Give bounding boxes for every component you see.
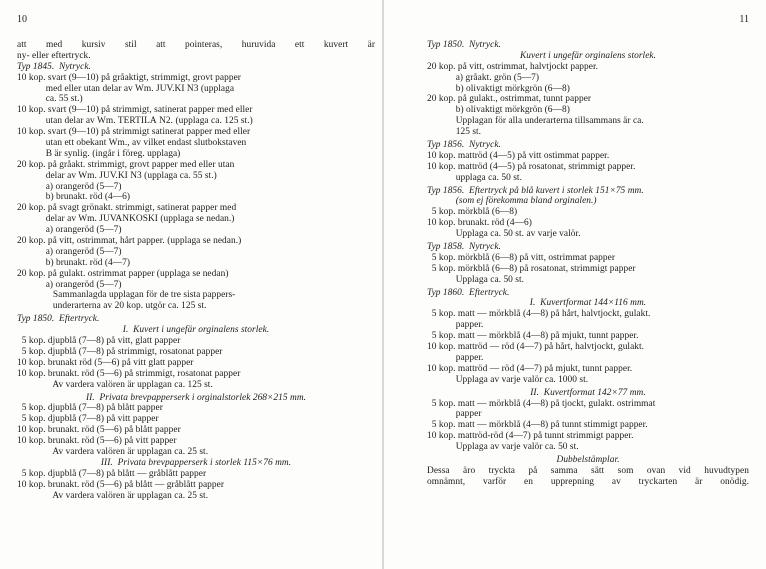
text-line: II. Kuvertformat 142×77 mm. — [530, 387, 646, 398]
text-line: 10 kop. mattröd — röd (4—7) på hårt, halvtjockt, gulakt. — [427, 342, 645, 353]
text-line: 5 kop. djupblå (7—8) på blått — gråblått papper — [17, 468, 207, 479]
text-line: 10 kop. mattröd (4—5) på rosatonat, strimmigt papper. — [427, 161, 636, 172]
text-line: 10 kop. svart (9—10) på strimmigt, satinerat papper med eller — [17, 105, 253, 116]
text-line: 10 kop. mattröd-röd (4—7) på tunnt strimmigt papper. — [427, 431, 634, 442]
text-line: Dubbelstämplar. — [556, 454, 620, 465]
text-line: Upplaga av varje valör ca. 50 st. — [427, 442, 579, 453]
text-line: Av vardera valören är upplagan ca. 25 st. — [17, 490, 209, 501]
text-line: Typ 1860. Eftertryck. — [427, 287, 510, 298]
text-line: 5 kop. djupblå (7—8) på strimmigt, rosatonat papper — [17, 346, 223, 357]
text-line: upplaga ca. 50 st. — [427, 172, 522, 183]
text-line: 10 kop. brunakt. röd (5—6) på vitt papper — [17, 436, 177, 447]
text-line: papper. — [427, 352, 484, 363]
page-number: 11 — [739, 14, 749, 25]
text-line: med eller utan delar av Wm. JUV.KI N3 (upplaga — [17, 83, 235, 94]
text-line: delar av Wm. JUV.KI N3 (upplaga ca. 55 st.) — [17, 170, 217, 181]
text-line: b) brunakt. röd (4—6) — [17, 192, 131, 203]
text-line: 20 kop. på gulakt., ostrimmat, tunnt papper — [427, 94, 592, 105]
text-line: 5 kop. djupblå (7—8) på blått papper — [17, 403, 163, 414]
text-line: Upplaga av varje valör ca. 1000 st. — [427, 374, 589, 385]
text-line: III. Privata brevpapperserk i storlek 115×76 mm. — [100, 457, 292, 468]
text-line: 10 kop. brunakt. röd (5—6) på blått papper — [17, 425, 181, 436]
text-line: a) orangeröd (5—7) — [17, 279, 122, 290]
text-line: Av vardera valören är upplagan ca. 25 st. — [17, 446, 209, 457]
text-line: 10 kop. brunakt. röd (5—6) på strimmigt, rosatonat papper — [17, 368, 241, 379]
text-line: I. Kuvert i ungefär orginalens storlek. — [122, 325, 270, 336]
text-line: Typ 1856. Eftertryck på blå kuvert i storlek 151×75 mm. — [427, 185, 644, 196]
text-line: 5 kop. matt — mörkblå (4—8) på hårt, halvtjockt, gulakt. — [427, 309, 651, 320]
text-line: papper. — [427, 320, 484, 331]
text-line: II. Privata brevpapperserk i orginalstorlek 268×215 mm. — [85, 392, 307, 403]
right-page — [383, 0, 766, 569]
text-line: utan ett obekant Wm., av vilket endast slutbokstaven — [17, 138, 247, 149]
text-line: papper — [427, 409, 482, 420]
text-line: Av vardera valören är upplagan ca. 125 st. — [17, 379, 213, 390]
left-page-text — [17, 40, 375, 501]
text-line: Upplaga ca. 50 st. — [427, 274, 525, 285]
text-line: I. Kuvertformat 144×116 mm. — [529, 298, 647, 309]
text-line: omnämnt, varför en upprepning av tryckarten är onödig. — [427, 476, 749, 487]
text-line: 20 kop. på vitt, ostrimmat, hårt papper. (upplaga se nedan.) — [17, 236, 242, 247]
text-line: 5 kop. mörkblå (6—8) på rosatonat, strimmigt papper — [427, 263, 636, 274]
text-line: Dessa äro tryckta på samma sätt som ovan vid huvudtypen — [427, 465, 749, 476]
text-line: (som ej förekomma bland orginalen.) — [427, 196, 597, 207]
text-line: a) gråakt. grön (5—7) — [427, 72, 540, 83]
text-line: ny- eller eftertryck. — [17, 50, 91, 61]
text-line: 10 kop. svart (9—10) på gråaktigt, strimmigt, grovt papper — [17, 72, 241, 83]
text-line: 5 kop. matt — mörkblå (4—8) på tunnt stimmigt papper. — [427, 420, 648, 431]
text-line: 20 kop. på vitt, ostrimmat, halvtjockt papper. — [427, 61, 599, 72]
text-line: underarterna av 20 kop. utgör ca. 125 st. — [17, 301, 207, 312]
text-line: Typ 1858. Nytryck. — [427, 242, 501, 253]
text-line: 10 kop. mattröd (4—5) på vitt ostimmat papper. — [427, 150, 610, 161]
text-line: utan delar av Wm. TERTILÄ N2. (upplaga ca. 125 st.) — [17, 116, 253, 127]
text-line: ca. 55 st.) — [17, 94, 83, 105]
text-line: Typ 1850. Nytryck. — [427, 40, 501, 50]
text-line: Upplagan för alla underarterna tillsammans är ca. — [427, 116, 644, 127]
text-line: 5 kop. djupblå (7—8) på vitt, glatt papper — [17, 336, 181, 347]
text-line: att med kursiv stil att pointeras, huruvida ett kuvert är — [17, 40, 375, 50]
text-line: Typ 1845. Nytryck. — [17, 61, 91, 72]
text-line: 5 kop. djupblå (7—8) på vitt papper — [17, 414, 159, 425]
text-line: 5 kop. matt — mörkblå (4—8) på mjukt, tunnt papper. — [427, 331, 639, 342]
right-page-text — [427, 40, 749, 488]
text-line: 5 kop. mörkblå (6—8) — [427, 207, 518, 218]
text-line: Sammanlagda upplagan för de tre sista pappers- — [17, 290, 236, 301]
text-line: 20 kop. på svagt grönakt. strimmigt, satinerat papper med — [17, 203, 237, 214]
text-line: Typ 1850. Eftertryck. — [17, 314, 100, 325]
text-line: 10 kop. brunakt. röd (4—6) — [427, 218, 532, 229]
text-line: 10 kop. mattröd — röd (4—7) på mjukt, tunnt papper. — [427, 363, 633, 374]
text-line: B är synlig. (ingår i föreg. upplaga) — [17, 148, 181, 159]
text-line: b) olivaktigt mörkgrön (6—8) — [427, 83, 570, 94]
page-number: 10 — [17, 14, 27, 25]
text-line: 5 kop. matt — mörkblå (4—8) på tjockt, gulakt. ostrimmat — [427, 398, 656, 409]
text-line: 10 kop. svart (9—10) på strimmigt satinerat papper med eller — [17, 127, 251, 138]
text-line: 20 kop. på gulakt. ostrimmat papper (upplaga se nedan) — [17, 268, 229, 279]
text-line: 125 st. — [427, 127, 482, 138]
text-line: Upplaga ca. 50 st. av varje valör. — [427, 229, 581, 240]
text-line: 10 kop. brunakt röd (5—6) på vitt glatt papper — [17, 357, 194, 368]
text-line: b) olivaktigt mörkgrön (6—8) — [427, 105, 570, 116]
text-line: 20 kop. på gråakt. strimmigt, grovt papper med eller utan — [17, 159, 235, 170]
text-line: delar av Wm. JUVANKOSKI (upplaga se nedan.) — [17, 214, 235, 225]
text-line: a) orangeröd (5—7) — [17, 225, 122, 236]
text-line: 5 kop. mörkblå (6—8) på vitt, ostrimmat papper — [427, 252, 616, 263]
text-line: b) brunakt. röd (4—7) — [17, 257, 131, 268]
text-line: Typ 1856. Nytryck. — [427, 140, 501, 151]
text-line: 10 kop. brunakt. röd (5—6) på blått — gråblått papper — [17, 479, 225, 490]
text-line: Kuvert i ungefär orginalens storlek. — [519, 50, 657, 61]
text-line: a) orangeröd (5—7) — [17, 246, 122, 257]
text-line: a) orangeröd (5—7) — [17, 181, 122, 192]
